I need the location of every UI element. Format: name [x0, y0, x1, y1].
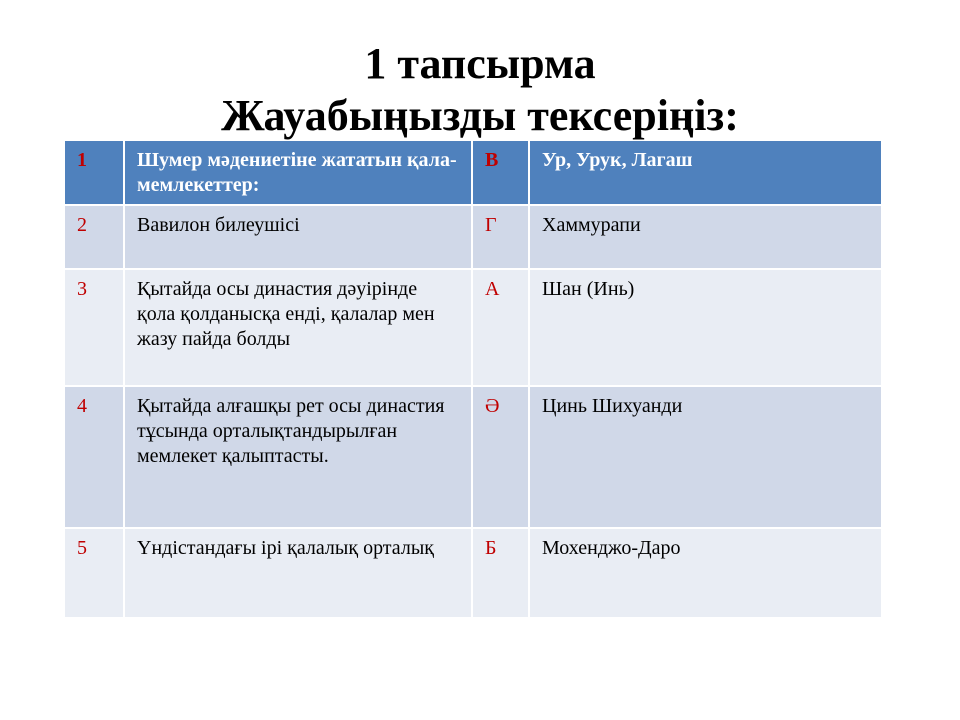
answer-cell: Шан (Инь)	[529, 269, 881, 386]
row-number: 2	[65, 205, 124, 269]
answer-cell: Мохенджо-Даро	[529, 528, 881, 618]
row-number: 4	[65, 386, 124, 528]
table-row	[65, 205, 881, 269]
answer-letter: Б	[472, 528, 529, 618]
question-cell: Шумер мәдениетіне жататын қала-мемлекеттер:	[124, 141, 472, 205]
answers-table	[65, 141, 881, 619]
table-row	[65, 269, 881, 386]
title-line-2: Жауабыңызды тексеріңіз:	[221, 91, 739, 140]
slide-title	[0, 38, 960, 142]
table-row	[65, 528, 881, 618]
row-number: 1	[65, 141, 124, 205]
answer-letter: В	[472, 141, 529, 205]
row-number: 5	[65, 528, 124, 618]
question-cell: Қытайда алғашқы рет осы династия тұсында орталықтандырылған мемлекет қалыптасты.	[124, 386, 472, 528]
answer-letter: Ә	[472, 386, 529, 528]
answer-cell: Ур, Урук, Лагаш	[529, 141, 881, 205]
question-cell: Қытайда осы династия дәуірінде қола қолданысқа енді, қалалар мен жазу пайда болды	[124, 269, 472, 386]
question-cell: Вавилон билеушісі	[124, 205, 472, 269]
row-number: 3	[65, 269, 124, 386]
title-line-1: 1 тапсырма	[364, 39, 596, 88]
table-row	[65, 386, 881, 528]
table-row	[65, 141, 881, 205]
answer-letter: А	[472, 269, 529, 386]
question-cell: Үндістандағы ірі қалалық орталық	[124, 528, 472, 618]
answer-cell: Цинь Шихуанди	[529, 386, 881, 528]
answer-letter: Г	[472, 205, 529, 269]
answer-cell: Хаммурапи	[529, 205, 881, 269]
